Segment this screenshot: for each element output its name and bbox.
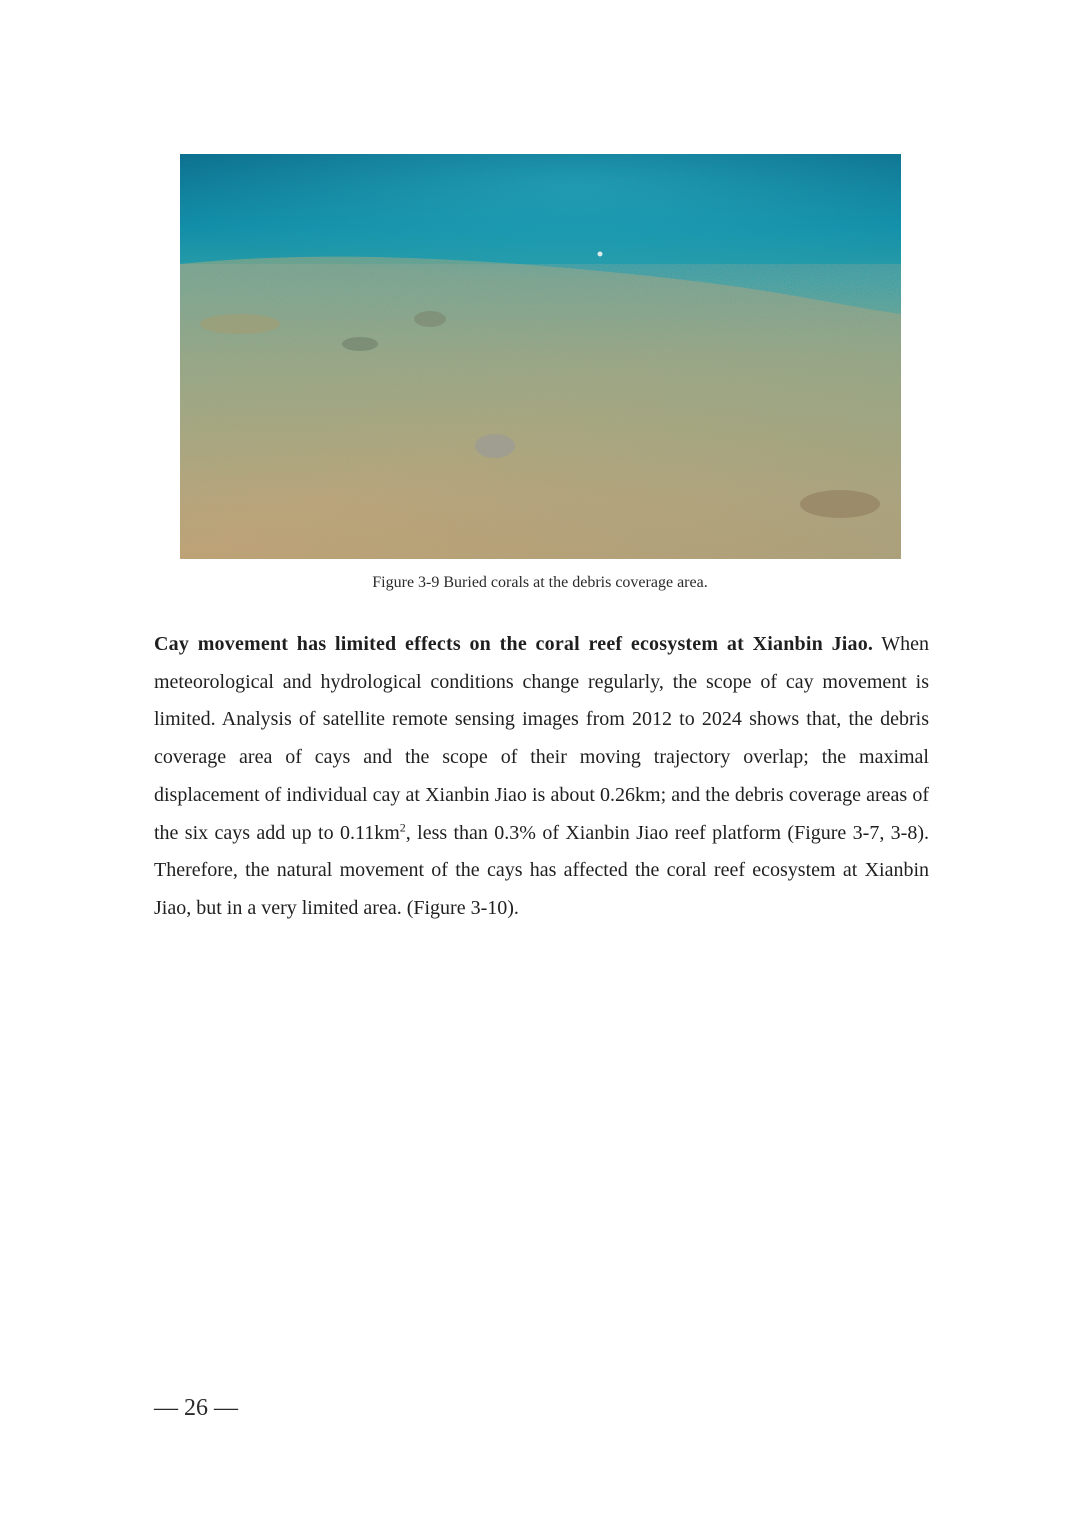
paragraph-lead: Cay movement has limited effects on the coral reef ecosystem at Xianbin Jiao. [154,633,874,655]
body-paragraph [154,626,929,928]
paragraph-text-1: When meteorological and hydrological conditions change regularly, the scope of cay movement is limited. Analysis of satellite remote sensing images from 2012 to 2024 shows that, the debris coverage area of cays and the scope of their moving trajectory overlap; the maximal displacement of individual cay at Xianbin Jiao is about 0.26km; and the debris coverage areas of the six cays add up to 0.11km [154,633,929,844]
figure-caption: Figure 3-9 Buried corals at the debris coverage area. [372,574,708,591]
page-number: — 26 — [154,1395,238,1421]
underwater-photo [180,154,901,559]
paragraph-text-2: , less than 0.3% of Xianbin Jiao reef platform (Figure 3-7, 3-8). Therefore, the natural movement of the cays has affected the coral reef ecosystem at Xianbin Jiao, but in a very limited area. (Figure 3-10). [154,821,930,919]
underwater-photo-image [180,154,901,559]
superscript-2: 2 [399,819,406,834]
